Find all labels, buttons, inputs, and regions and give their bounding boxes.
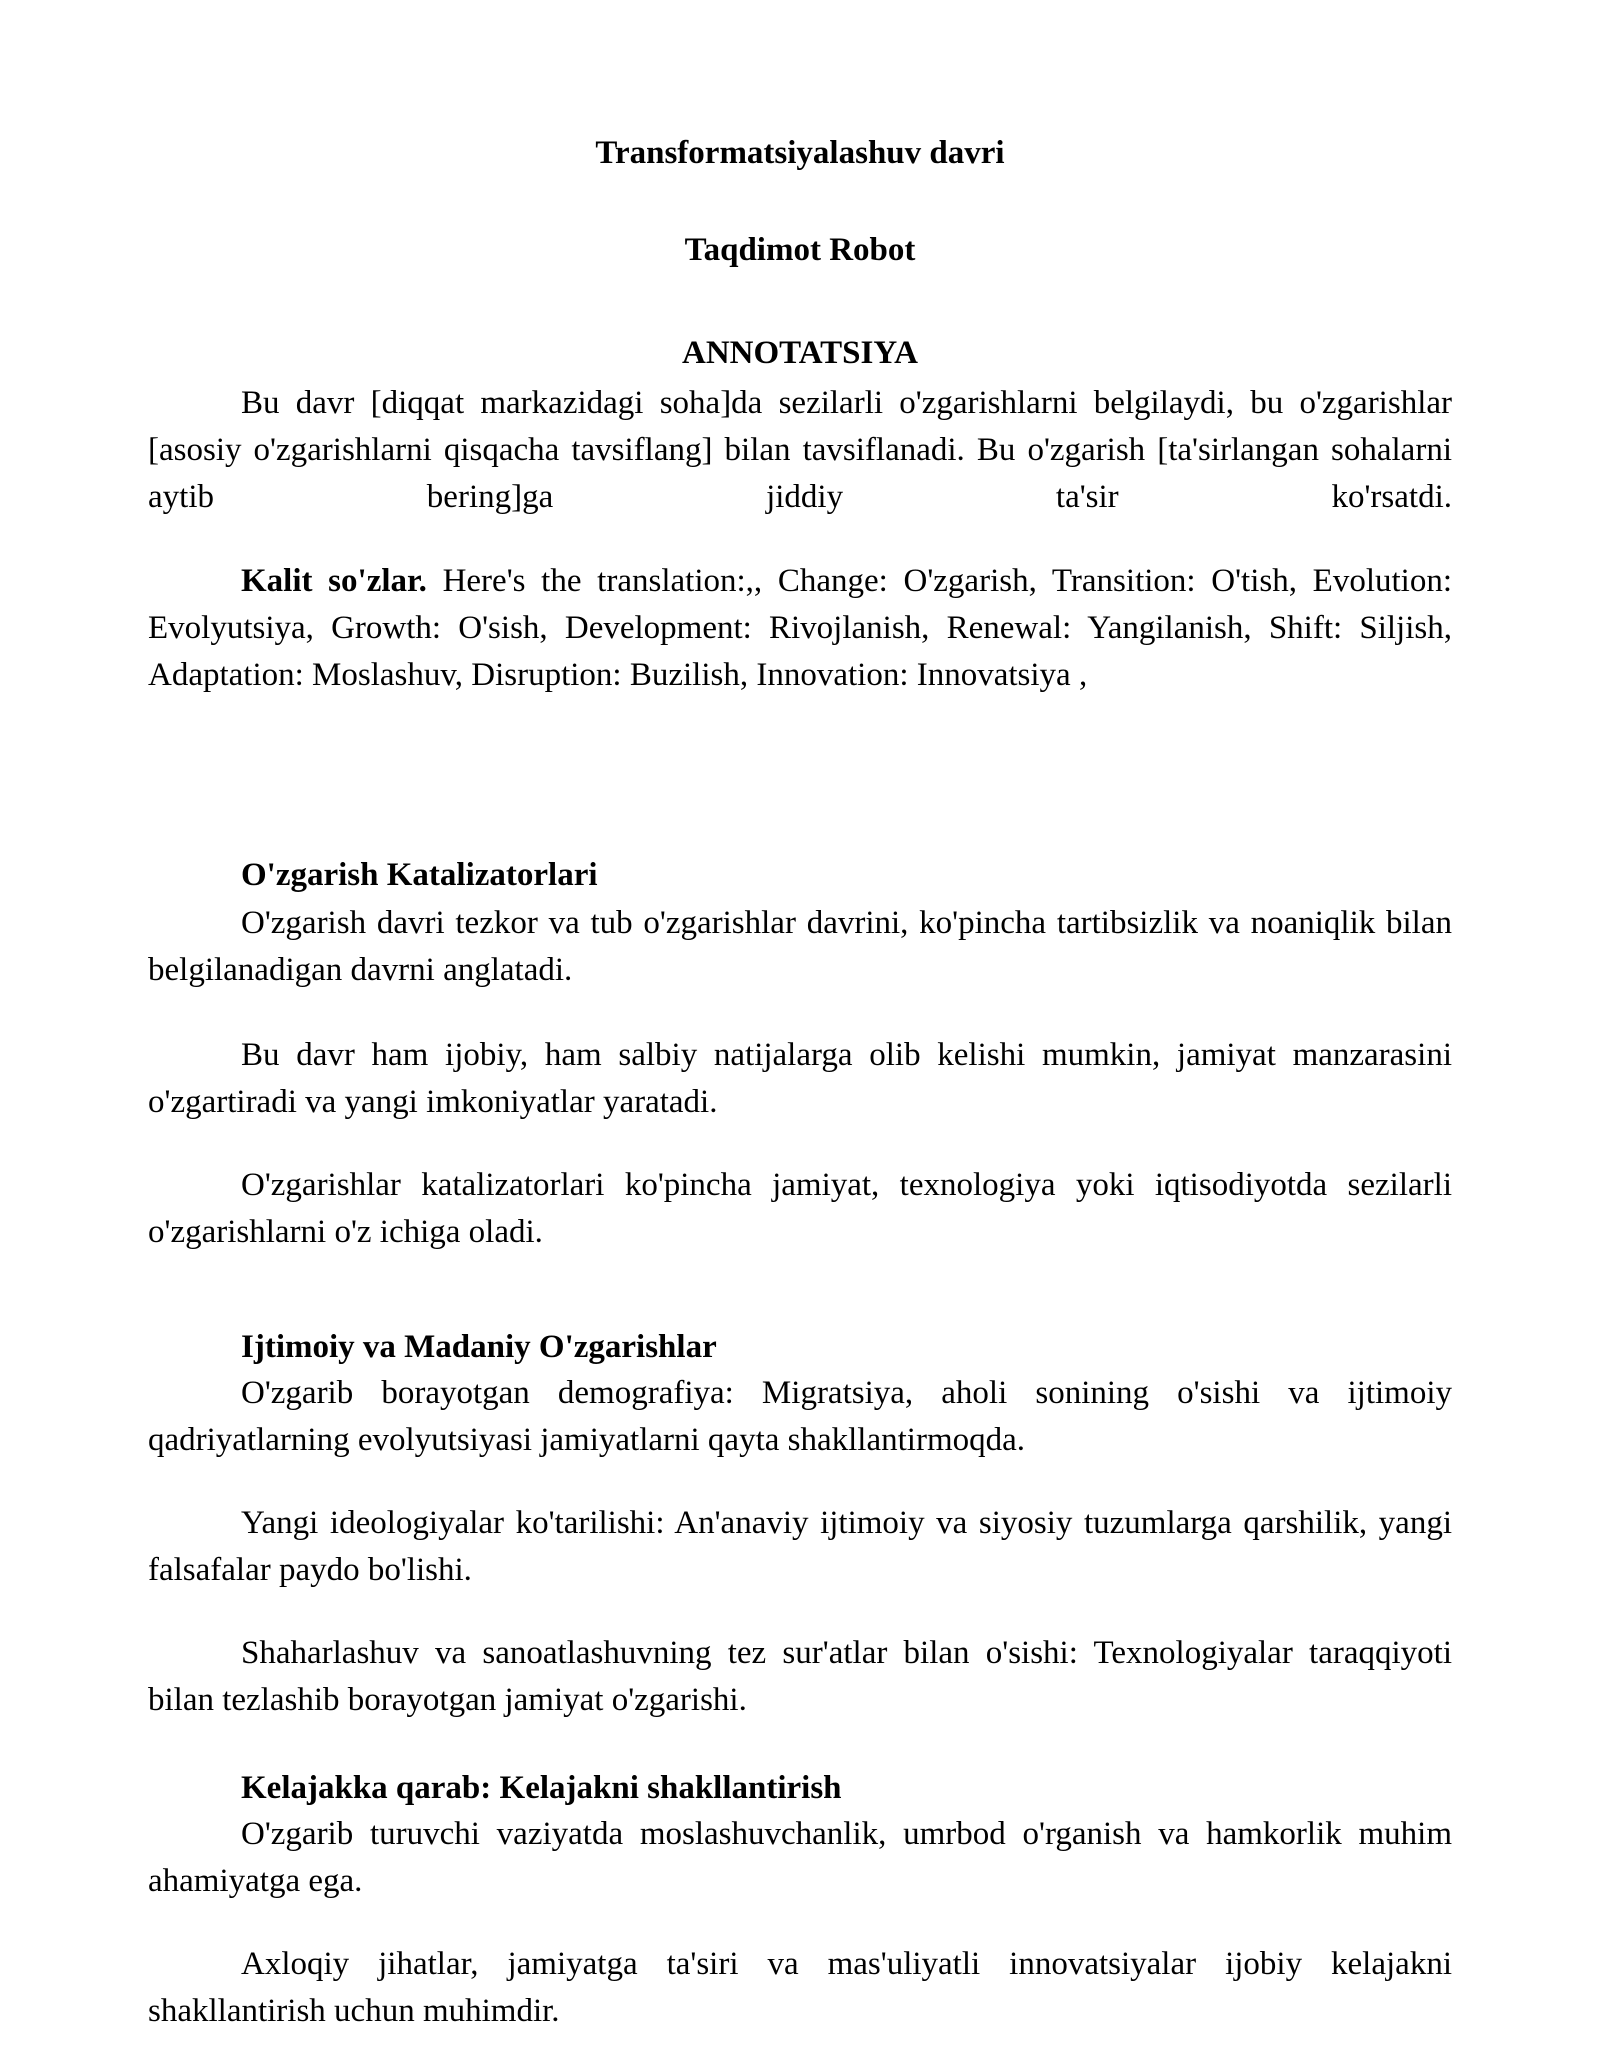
section-paragraph: O'zgarib turuvchi vaziyatda moslashuvchanlik, umrbod o'rganish va hamkorlik muhim ahamiyatga ega. (148, 1816, 1452, 1899)
keywords-text: Here's the translation:,, Change: O'zgarish, Transition: O'tish, Evolution: Evolyutsiya, Growth: O'sish, Development: Rivojlanish, Renewal: Yangilanish, Shift: Siljish, Adaptation: Moslashuv, Disruption: Buzilish, Innovation: Innovatsiya , (148, 563, 1452, 693)
section-paragraph: O'zgarishlar katalizatorlari ko'pincha jamiyat, texnologiya yoki iqtisodiyotda sezilarli o'zgarishlarni o'z ichiga oladi. (148, 1167, 1452, 1250)
document-author: Taqdimot Robot (684, 232, 916, 268)
section-paragraph: Shaharlashuv va sanoatlashuvning tez sur'atlar bilan o'sishi: Texnologiyalar taraqqiyoti bilan tezlashib borayotgan jamiyat o'zgarishi. (148, 1635, 1452, 1718)
section-paragraph: O'zgarib borayotgan demografiya: Migratsiya, aholi sonining o'sishi va ijtimoiy qadriyatlarning evolyutsiyasi jamiyatlarni qayta shakllantirmoqda. (148, 1375, 1452, 1458)
keywords-paragraph (148, 558, 1452, 699)
section-paragraph: Yangi ideologiyalar ko'tarilishi: An'anaviy ijtimoiy va siyosiy tuzumlarga qarshilik, yangi falsafalar paydo bo'lishi. (148, 1505, 1452, 1588)
section-paragraph: O'zgarish davri tezkor va tub o'zgarishlar davrini, ko'pincha tartibsizlik va noaniqlik bilan belgilanadigan davrni anglatadi. (148, 905, 1452, 988)
section-paragraph: Axloqiy jihatlar, jamiyatga ta'siri va mas'uliyatli innovatsiyalar ijobiy kelajakni shakllantirish uchun muhimdir. (148, 1946, 1452, 2029)
section-paragraph: Bu davr ham ijobiy, ham salbiy natijalarga olib kelishi mumkin, jamiyat manzarasini o'zgartiradi va yangi imkoniyatlar yaratadi. (148, 1037, 1452, 1120)
keywords-label: Kalit so'zlar. (241, 563, 427, 599)
document-title: Transformatsiyalashuv davri (595, 135, 1005, 171)
section-heading-catalysts: O'zgarish Katalizatorlari (241, 857, 598, 893)
annotation-heading: ANNOTATSIYA (682, 335, 918, 371)
annotation-paragraph: Bu davr [diqqat markazidagi soha]da sezilarli o'zgarishlarni belgilaydi, bu o'zgarishlar [asosiy o'zgarishlarni qisqacha tavsiflang] bilan tavsiflanadi. Bu o'zgarish [ta'sirlangan sohalarni aytib bering]ga jiddiy ta'sir ko'rsatdi. (148, 385, 1452, 515)
section-heading-social-cultural: Ijtimoiy va Madaniy O'zgarishlar (241, 1329, 717, 1365)
section-heading-future: Kelajakka qarab: Kelajakni shakllantirish (241, 1770, 842, 1806)
